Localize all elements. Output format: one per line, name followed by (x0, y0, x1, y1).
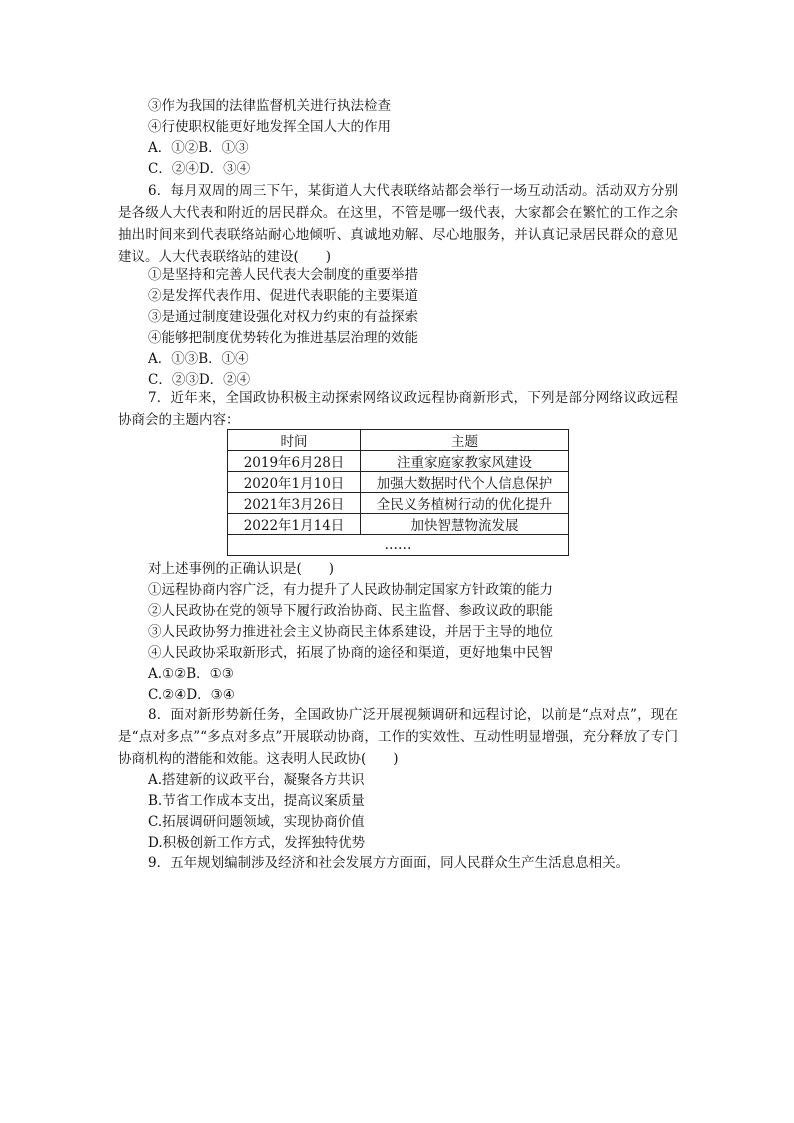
option-line: ③作为我国的法律监督机关进行执法检查 (148, 98, 391, 114)
table-row (228, 451, 569, 472)
table-row (228, 514, 569, 535)
table-row (228, 493, 569, 514)
question-7-stem: 7．近年来，全国政协积极主动探索网络议政远程协商新形式，下列是部分网络议政远程协商会的主题内容： (118, 390, 678, 428)
answer-choice: B.节省工作成本支出，提高议案质量 (148, 793, 365, 809)
answer-choice: A.搭建新的议政平台，凝聚各方共识 (148, 772, 365, 788)
table-cell-date: 2022年1月14日 (228, 514, 361, 535)
option-line: ③人民政协努力推进社会主义协商民主体系建设，并居于主导的地位 (148, 624, 553, 640)
table-cell-topic: 加强大数据时代个人信息保护 (361, 472, 569, 493)
table-ellipsis: …… (228, 535, 569, 556)
answer-choice: C.②④D．③④ (148, 687, 235, 703)
table-cell-date: 2019年6月28日 (228, 451, 361, 472)
table-cell-date: 2021年3月26日 (228, 493, 361, 514)
question-9-stem: 9．五年规划编制涉及经济和社会发展方方面面，同人民群众生产生活息息相关。 (148, 855, 630, 871)
table-header-topic: 主题 (361, 430, 569, 451)
answer-choice: A．①②B．①③ (148, 140, 249, 156)
answer-choice: A.①②B．①③ (148, 666, 234, 682)
consultation-table (227, 429, 569, 556)
table-row (228, 472, 569, 493)
table-cell-topic: 全民义务植树行动的优化提升 (361, 493, 569, 514)
table-header-time: 时间 (228, 430, 361, 451)
question-6-stem: 6．每月双周的周三下午，某街道人大代表联络站都会举行一场互动活动。活动双方分别是各级人大代表和附近的居民群众。在这里，不管是哪一级代表，大家都会在繁忙的工作之余抽出时间来到代表联络站耐心地倾听、真诚地劝解、尽心地服务，并认真记录居民群众的意见建议。人大代表联络站的建设( ) (118, 183, 678, 265)
answer-choice: C.拓展调研问题领域，实现协商价值 (148, 814, 365, 830)
option-line: ②是发挥代表作用、促进代表职能的主要渠道 (148, 288, 418, 304)
question-8-stem: 8．面对新形势新任务，全国政协广泛开展视频调研和远程讨论，以前是“点对点”，现在是“点对多点”“多点对多点”开展联动协商，工作的实效性、互动性明显增强，充分释放了专门协商机构的潜能和效能。这表明人民政协( ) (118, 707, 678, 767)
answer-choice: C．②③D．②④ (148, 372, 251, 388)
option-line: ④行使职权能更好地发挥全国人大的作用 (148, 119, 391, 135)
table-cell-topic: 加快智慧物流发展 (361, 514, 569, 535)
answer-choice: A．①③B．①④ (148, 351, 249, 367)
table-cell-topic: 注重家庭家教家风建设 (361, 451, 569, 472)
option-line: ④能够把制度优势转化为推进基层治理的效能 (148, 330, 418, 346)
option-line: ③是通过制度建设强化对权力约束的有益探索 (148, 309, 418, 325)
option-line: ①是坚持和完善人民代表大会制度的重要举措 (148, 267, 418, 283)
table-cell-date: 2020年1月10日 (228, 472, 361, 493)
option-line: ④人民政协采取新形式，拓展了协商的途径和渠道，更好地集中民智 (148, 645, 553, 661)
question-prompt: 对上述事例的正确认识是( ) (148, 561, 335, 577)
option-line: ②人民政协在党的领导下履行政治协商、民主监督、参政议政的职能 (148, 603, 553, 619)
answer-choice: C．②④D．③④ (148, 161, 251, 177)
answer-choice: D.积极创新工作方式，发挥独特优势 (148, 835, 366, 851)
table-header-row (228, 430, 569, 451)
option-line: ①远程协商内容广泛，有力提升了人民政协制定国家方针政策的能力 (148, 582, 553, 598)
table-row-more (228, 535, 569, 556)
